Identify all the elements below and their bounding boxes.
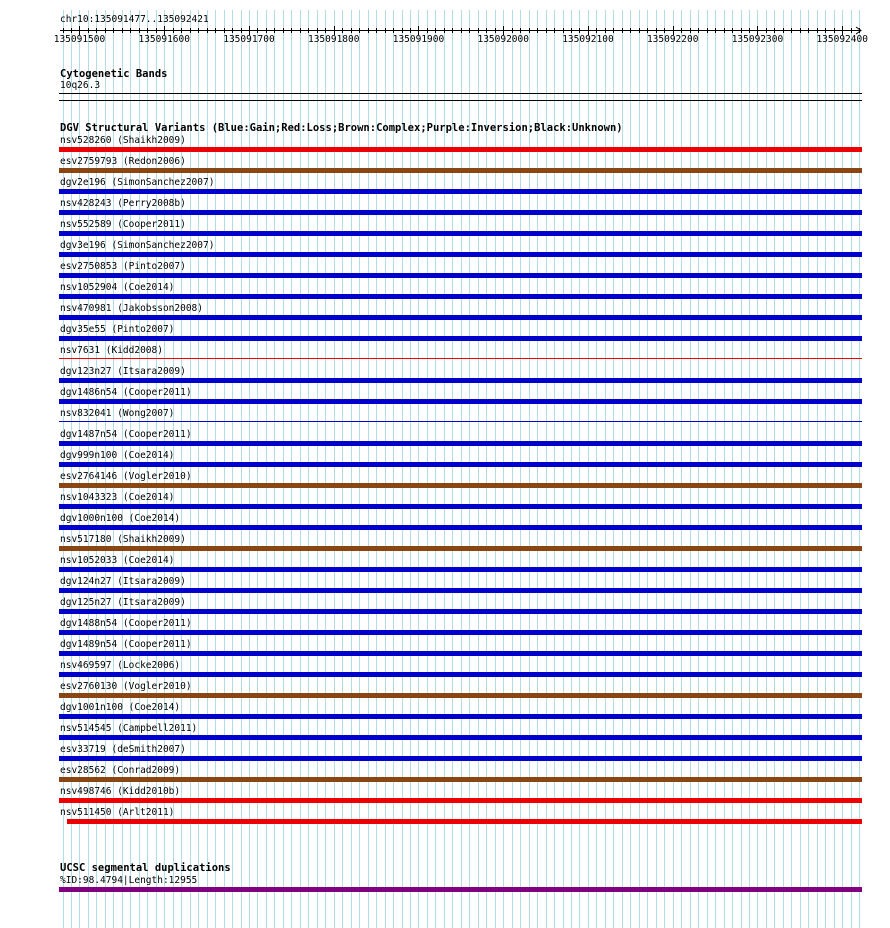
variant-bar [59, 546, 862, 551]
segdup-bar [59, 887, 862, 892]
ruler-tick-label: 135092200 [646, 34, 699, 45]
variant-label: dgv1001n100 (Coe2014) [60, 702, 181, 713]
variant-bar [59, 294, 862, 299]
variant-label: nsv1052033 (Coe2014) [60, 555, 175, 566]
variant-label: dgv1000n100 (Coe2014) [60, 513, 181, 524]
variant-bar [59, 714, 862, 719]
segdup-label: %ID:98.4794|Length:12955 [60, 875, 198, 886]
variant-label: nsv498746 (Kidd2010b) [60, 786, 181, 797]
variant-bar [59, 462, 862, 467]
variant-bar [59, 525, 862, 530]
ruler-region: chr10:135091477..135092421 [60, 14, 209, 25]
variant-bar [59, 399, 862, 404]
variant-bar [67, 819, 862, 824]
variant-bar [59, 630, 862, 635]
variant-label: nsv514545 (Campbell2011) [60, 723, 198, 734]
variant-label: dgv125n27 (Itsara2009) [60, 597, 186, 608]
variant-label: nsv428243 (Perry2008b) [60, 198, 186, 209]
ruler-tick-label: 135091600 [138, 34, 190, 45]
variant-label: esv2760130 (Vogler2010) [60, 681, 192, 692]
variant-bar [59, 756, 862, 761]
variant-label: dgv999n100 (Coe2014) [60, 450, 175, 461]
variant-label: dgv1487n54 (Cooper2011) [60, 429, 192, 440]
cytoband-title: Cytogenetic Bands [60, 68, 168, 80]
variant-bar [59, 252, 862, 257]
variant-label: dgv2e196 (SimonSanchez2007) [60, 177, 215, 188]
variant-bar [59, 273, 862, 278]
variant-label: nsv1043323 (Coe2014) [60, 492, 175, 503]
dgv-title: DGV Structural Variants (Blue:Gain;Red:Loss;Brown:Complex;Purple:Inversion;Black:Unknown) [60, 122, 623, 134]
ruler-tick-label: 135092000 [477, 34, 529, 45]
ruler-tick-label: 135092100 [562, 34, 614, 45]
variant-label: nsv1052904 (Coe2014) [60, 282, 175, 293]
variant-bar [59, 672, 862, 677]
variant-bar [59, 651, 862, 656]
segdup-title: UCSC segmental duplications [60, 862, 231, 874]
variant-bar [59, 378, 862, 383]
cytoband-line-top [59, 93, 862, 94]
variant-bar [59, 609, 862, 614]
variant-bar [59, 231, 862, 236]
variant-label: nsv517180 (Shaikh2009) [60, 534, 186, 545]
variant-label: esv2750853 (Pinto2007) [60, 261, 186, 272]
variant-bar [59, 504, 862, 509]
ruler-tick-label: 135091900 [392, 34, 445, 45]
cytoband-label: 10q26.3 [60, 80, 101, 91]
variant-label: esv28562 (Conrad2009) [60, 765, 181, 776]
variant-bar [59, 358, 862, 359]
variant-label: dgv35e55 (Pinto2007) [60, 324, 175, 335]
variant-bar [59, 336, 862, 341]
variant-label: esv33719 (deSmith2007) [60, 744, 186, 755]
variant-label: nsv469597 (Locke2006) [60, 660, 181, 671]
variant-label: nsv7631 (Kidd2008) [60, 345, 163, 356]
variant-label: dgv1488n54 (Cooper2011) [60, 618, 192, 629]
variant-bar [59, 735, 862, 740]
variant-label: nsv528260 (Shaikh2009) [60, 135, 186, 146]
ruler-tick-label: 135092300 [731, 34, 784, 45]
variant-label: nsv832041 (Wong2007) [60, 408, 175, 419]
variant-bar [59, 210, 862, 215]
variant-label: dgv1489n54 (Cooper2011) [60, 639, 192, 650]
variant-label: dgv123n27 (Itsara2009) [60, 366, 186, 377]
ruler-tick-label: 135092400 [816, 34, 868, 45]
variant-label: esv2759793 (Redon2006) [60, 156, 186, 167]
variant-bar [59, 168, 862, 173]
variant-bar [59, 189, 862, 194]
variant-bar [59, 693, 862, 698]
ruler-tick-label: 135091700 [223, 34, 275, 45]
variant-label: nsv470981 (Jakobsson2008) [60, 303, 203, 314]
variant-label: nsv511450 (Arlt2011) [60, 807, 175, 818]
variant-label: nsv552589 (Cooper2011) [60, 219, 186, 230]
variant-label: esv2764146 (Vogler2010) [60, 471, 192, 482]
variant-bar [59, 315, 862, 320]
ruler-tick-label: 135091500 [53, 34, 106, 45]
variant-label: dgv124n27 (Itsara2009) [60, 576, 186, 587]
variant-bar [59, 441, 862, 446]
ruler-tick-label: 135091800 [307, 34, 360, 45]
variant-bar [59, 421, 862, 422]
variant-bar [59, 483, 862, 488]
variant-label: dgv3e196 (SimonSanchez2007) [60, 240, 215, 251]
variant-bar [59, 777, 862, 782]
variant-bar [59, 798, 862, 803]
variant-bar [59, 567, 862, 572]
cytoband-line-bottom [59, 100, 862, 101]
variant-bar [59, 147, 862, 152]
variant-label: dgv1486n54 (Cooper2011) [60, 387, 192, 398]
variant-bar [59, 588, 862, 593]
